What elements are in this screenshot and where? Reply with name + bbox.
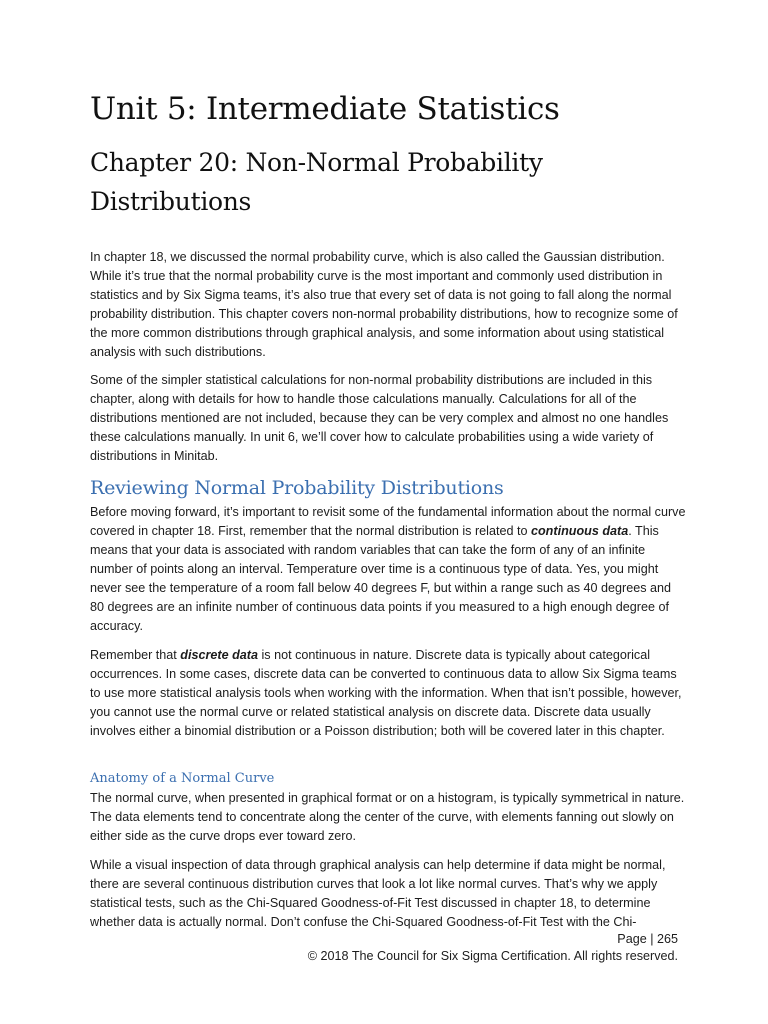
- intro-paragraph-2: Some of the simpler statistical calculations for non-normal probability distributions are included in this chapter, along with details for how to handle those calculations manually. Calculations for all of the distributions mentioned are not included, because they can be very complex and almost no one handles these calculations manually. In unit 6, we’ll cover how to calculate probabilities using a wide variety of distributions in Minitab.: [90, 373, 669, 463]
- subsection-heading: Anatomy of a Normal Curve: [90, 771, 275, 786]
- section-paragraph-1-text: Before moving forward, it’s important to revisit some of the fundamental information about the normal curve covered in chapter 18. First, remember that the normal distribution is related to: [90, 505, 686, 538]
- subsection-paragraph-1: The normal curve, when presented in graphical format or on a histogram, is typically symmetrical in nature. The data elements tend to concentrate along the center of the curve, with elements fanning out slowly on either side as the curve drops ever toward zero.: [90, 791, 685, 843]
- section-paragraph-2-text-end: is not continuous in nature. Discrete data is typically about categorical occurrences. In some cases, discrete data can be converted to continuous data to allow Six Sigma teams to use more statistical analysis tools when working with the information. When that isn’t possible, however, you cannot use the normal curve or related statistical analysis on discrete data. Discrete data usually involves either a binomial distribution or a Poisson distribution; both will be covered later in this chapter.: [90, 648, 682, 738]
- copyright-notice: © 2018 The Council for Six Sigma Certification. All rights reserved.: [307, 949, 678, 963]
- chapter-title: Chapter 20: Non-Normal Probability Distributions: [90, 148, 543, 216]
- section-paragraph-1-text-end: . This means that your data is associated with random variables that can take the form of any of an infinite number of points along an interval. Temperature over time is a continuous type of data. Yes, you might never see the temperature of a room fall below 40 degrees F, but within a range such as 40 degrees and 80 degrees are an infinite number of continuous data points if you measured to a high enough degree of accuracy.: [90, 524, 672, 633]
- section-paragraph-2-text: Remember that: [90, 648, 181, 662]
- section-paragraph-1: [90, 503, 686, 636]
- unit-title: Unit 5: Intermediate Statistics: [90, 91, 560, 127]
- page-number: Page | 265: [617, 932, 678, 946]
- intro-paragraph-1: In chapter 18, we discussed the normal probability curve, which is also called the Gaussian distribution. While it’s true that the normal probability curve is the most important and commonly used distribution in statistics and by Six Sigma teams, it’s also true that every set of data is not going to fall along the normal probability distribution. This chapter covers non-normal probability distributions, how to recognize some of the more common distributions through graphical analysis, and some information about using statistical analysis with such distributions.: [90, 250, 678, 359]
- section-heading: Reviewing Normal Probability Distributions: [90, 477, 504, 499]
- discrete-data-emphasis: discrete data: [180, 648, 258, 662]
- continuous-data-emphasis: continuous data: [530, 524, 629, 538]
- subsection-paragraph-2: While a visual inspection of data through graphical analysis can help determine if data might be normal, there are several continuous distribution curves that look a lot like normal curves. That’s why we apply statistical tests, such as the Chi-Squared Goodness-of-Fit Test discussed in chapter 18, to determine whether data is actually normal. Don’t confuse the Chi-Squared Goodness-of-Fit Test with the Chi-: [90, 858, 666, 929]
- section-paragraph-2: [90, 646, 686, 741]
